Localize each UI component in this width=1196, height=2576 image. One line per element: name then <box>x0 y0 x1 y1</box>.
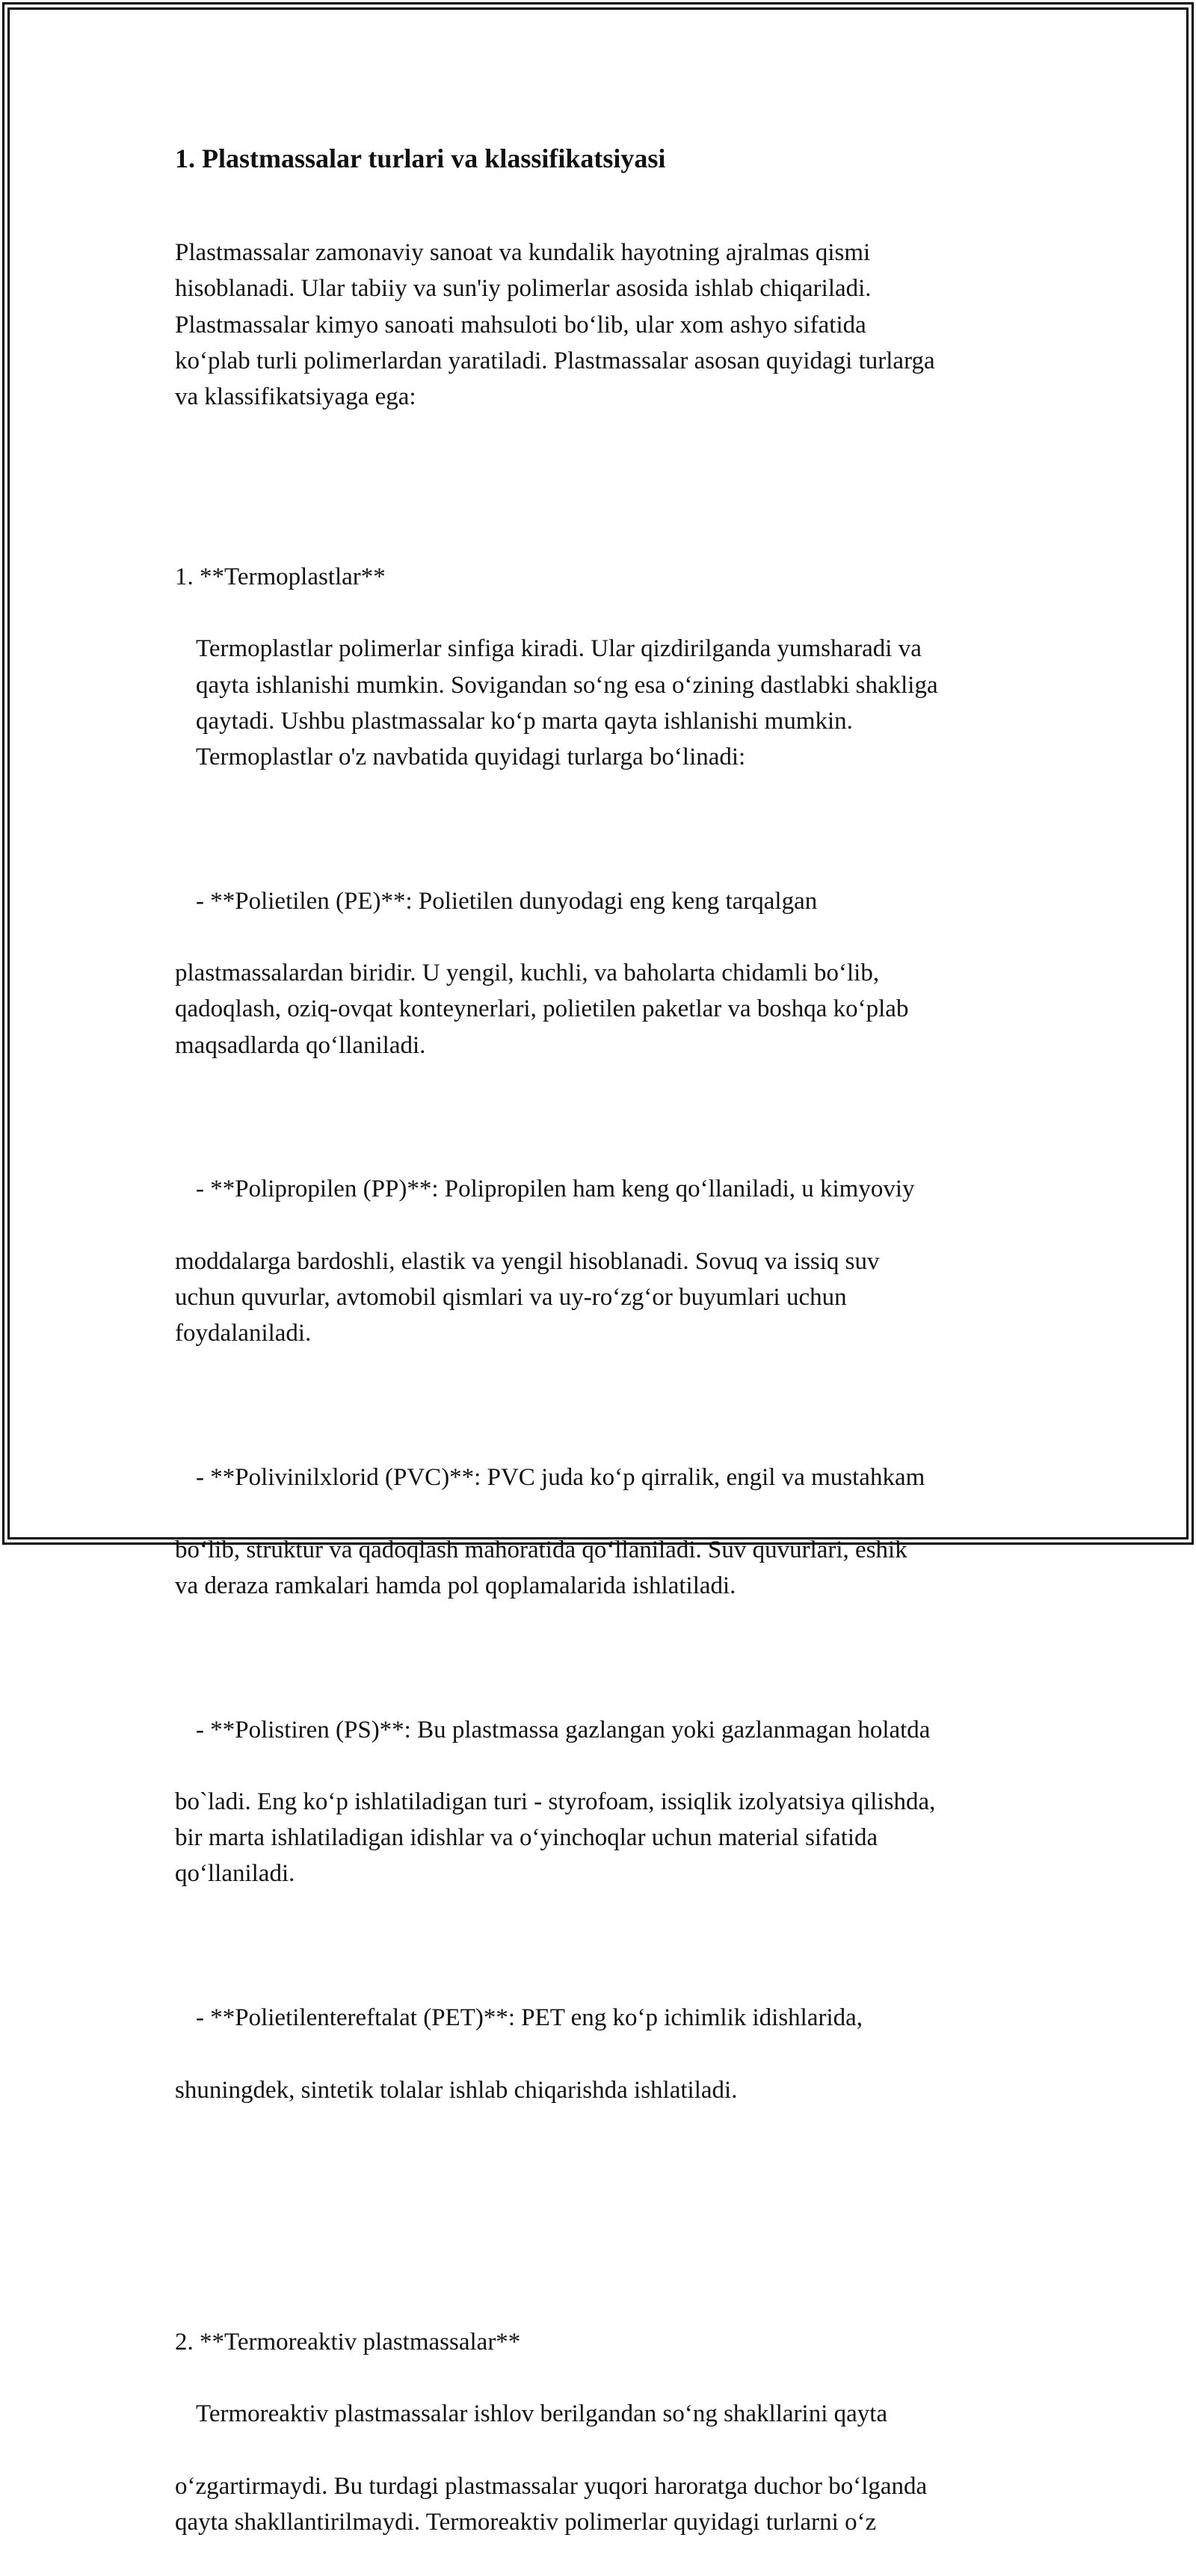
section-text-continuation: o‘zgartirmaydi. Bu turdagi plastmassalar yuqori haroratga duchor bo‘lganda qayta shakllantirilmaydi. Termoreaktiv polimerlar quyidagi turlarni o‘z <box>175 2472 928 2536</box>
spacer <box>175 2216 1042 2252</box>
list-item-first-line: - **Polipropilen (PP)**: Polipropilen ham keng qo‘llaniladi, u kimyoviy <box>196 1176 915 1203</box>
spacer <box>175 451 1042 487</box>
list-item-pvc <box>175 1424 1042 1640</box>
list-item-first-line: - **Polistiren (PS)**: Bu plastmassa gazlangan yoki gazlanmagan holatda <box>196 1716 931 1743</box>
list-item-first-line: - **Polivinilxlorid (PVC)**: PVC juda ko‘p qirralik, engil va mustahkam <box>196 1464 925 1492</box>
document-heading: 1. Plastmassalar turlari va klassifikatsiyasi <box>175 143 666 173</box>
list-item-ps <box>175 1675 1042 1927</box>
list-item-pe <box>175 847 1042 1099</box>
intro-paragraph: Plastmassalar zamonaviy sanoat va kundalik hayotning ajralmas qismi hisoblanadi. Ular tabiiy va sun'iy polimerlar asosida ishlab chiqariladi. Plastmassalar kimyo sanoati mahsuloti bo‘lib, ular xom ashyo sifatida ko‘plab turli polimerlardan yaratiladi. Plastmassalar asosan quyidagi turlarga va klassifikatsiyaga ega: <box>175 239 935 411</box>
section-title-termoplastlar: 1. **Termoplastlar** <box>175 563 386 591</box>
list-item-pp <box>175 1135 1042 1387</box>
list-item-continuation: bo`ladi. Eng ko‘p ishlatiladigan turi - styrofoam, issiqlik izolyatsiya qilishda, bir marta ishlatiladigan idishlar va o‘yinchoqlar uchun material sifatida qo‘llaniladi. <box>175 1788 936 1888</box>
list-item-continuation: plastmassalardan biridir. U yengil, kuchli, va baholarta chidamli bo‘lib, qadoqlash, oziq-ovqat konteynerlari, polietilen paketlar va boshqa ko‘plab maqsadlarda qo‘llaniladi. <box>175 960 909 1059</box>
list-item-pet <box>175 1964 1042 2144</box>
section-title-termoreaktiv: 2. **Termoreaktiv plastmassalar** <box>175 2328 521 2356</box>
section-text-termoplastlar: Termoplastlar polimerlar sinfiga kiradi. Ular qizdirilganda yumsharadi va qayta ishlanishi mumkin. Sovigandan so‘ng esa o‘zining dastlabki shakliga qaytadi. Ushbu plastmassalar ko‘p marta qayta ishlanishi mumkin. Termoplastlar o'z navbatida quyidagi turlarga bo‘linadi: <box>196 635 938 771</box>
list-item-first-line: - **Polietilen (PE)**: Polietilen dunyodagi eng keng tarqalgan <box>196 887 818 915</box>
list-item-first-line: - **Polietilentereftalat (PET)**: PET eng ko‘p ichimlik idishlarida, <box>196 2004 863 2032</box>
list-item-continuation: moddalarga bardoshli, elastik va yengil hisoblanadi. Sovuq va issiq suv uchun quvurlar, avtomobil qismlari va uy-ro‘zg‘or buyumlari uchun foydalaniladi. <box>175 1247 880 1347</box>
document-body <box>175 199 1042 2576</box>
document-page <box>175 140 1042 2576</box>
section-text-first-line: Termoreaktiv plastmassalar ishlov berilgandan so‘ng shakllarini qayta <box>196 2400 888 2428</box>
list-item-continuation: bo‘lib, struktur va qadoqlash mahoratida qo‘llaniladi. Suv quvurlari, eshik va deraza ramkalari hamda pol qoplamalarida ishlatiladi. <box>175 1536 907 1599</box>
list-item-continuation: shuningdek, sintetik tolalar ishlab chiqarishda ishlatiladi. <box>175 2076 738 2104</box>
